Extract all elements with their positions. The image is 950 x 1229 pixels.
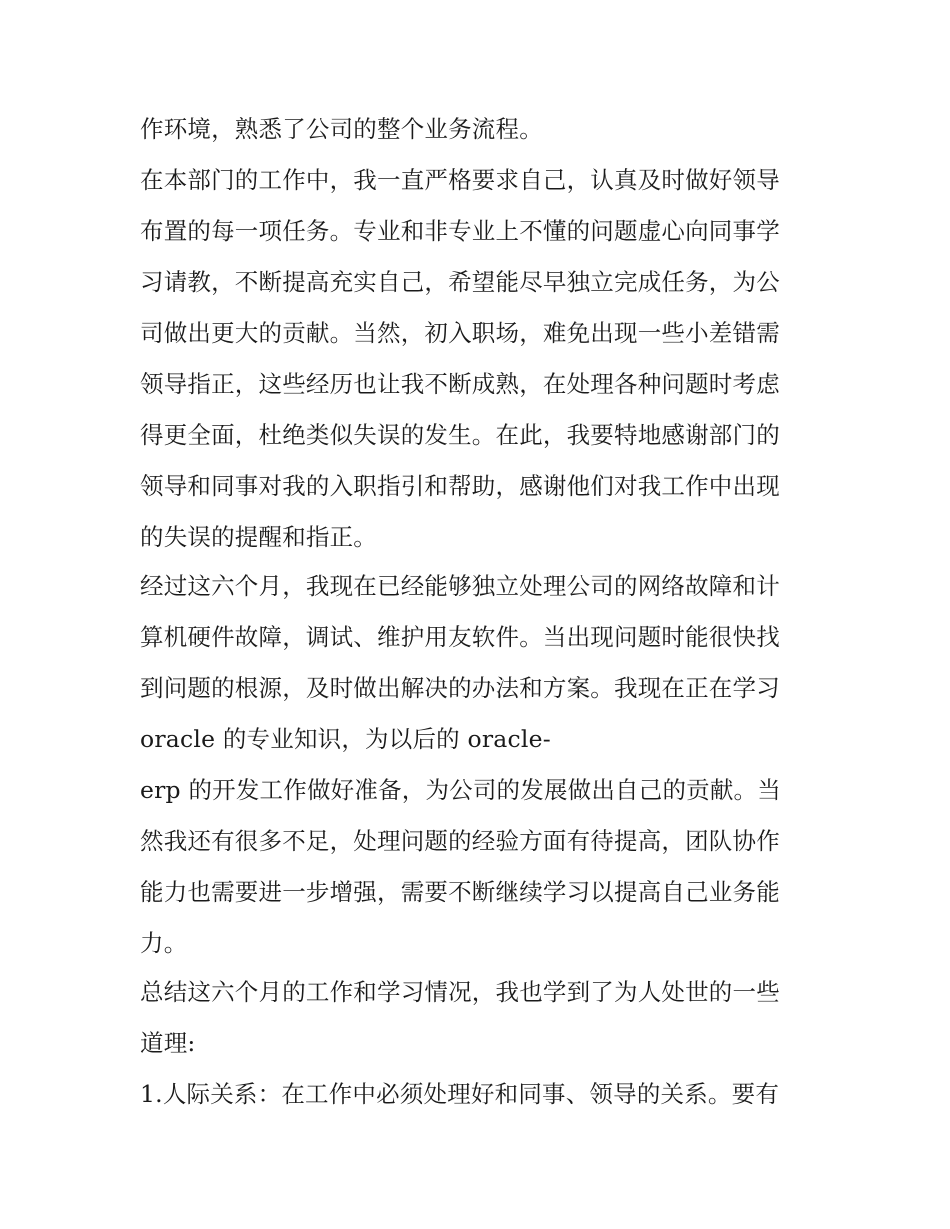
text-line: 的失误的提醒和指正。 [140,523,377,551]
text-line: 道理: [140,1029,196,1057]
text-line: 得更全面，杜绝类似失误的发生。在此，我要特地感谢部门的 [140,421,780,449]
text-line: 算机硬件故障，调试、维护用友软件。当出现问题时能很快找 [140,623,780,651]
text-line: 1.人际关系：在工作中必须处理好和同事、领导的关系。要有 [140,1080,780,1108]
text-line: 经过这六个月，我现在已经能够独立处理公司的网络故障和计 [140,572,780,600]
text-line: erp 的开发工作做好准备，为公司的发展做出自己的贡献。当 [140,776,781,804]
text-line: 总结这六个月的工作和学习情况，我也学到了为人处世的一些 [140,978,780,1006]
text-line: 能力也需要进一步增强，需要不断继续学习以提高自己业务能 [140,878,780,906]
text-line: 作环境，熟悉了公司的整个业务流程。 [140,115,543,143]
text-line: 力。 [140,929,188,957]
text-line: 然我还有很多不足，处理问题的经验方面有待提高，团队协作 [140,827,780,855]
text-line: oracle 的专业知识，为以后的 oracle- [140,725,551,753]
text-line: 领导和同事对我的入职指引和帮助，感谢他们对我工作中出现 [140,472,780,500]
text-line: 布置的每一项任务。专业和非专业上不懂的问题虚心向同事学 [140,217,780,245]
text-line: 习请教，不断提高充实自己，希望能尽早独立完成任务，为公 [140,268,780,296]
text-line: 在本部门的工作中，我一直严格要求自己，认真及时做好领导 [140,166,780,194]
text-line: 司做出更大的贡献。当然，初入职场，难免出现一些小差错需 [140,319,780,347]
text-line: 到问题的根源，及时做出解决的办法和方案。我现在正在学习 [140,674,780,702]
text-line: 领导指正，这些经历也让我不断成熟，在处理各种问题时考虑 [140,370,780,398]
